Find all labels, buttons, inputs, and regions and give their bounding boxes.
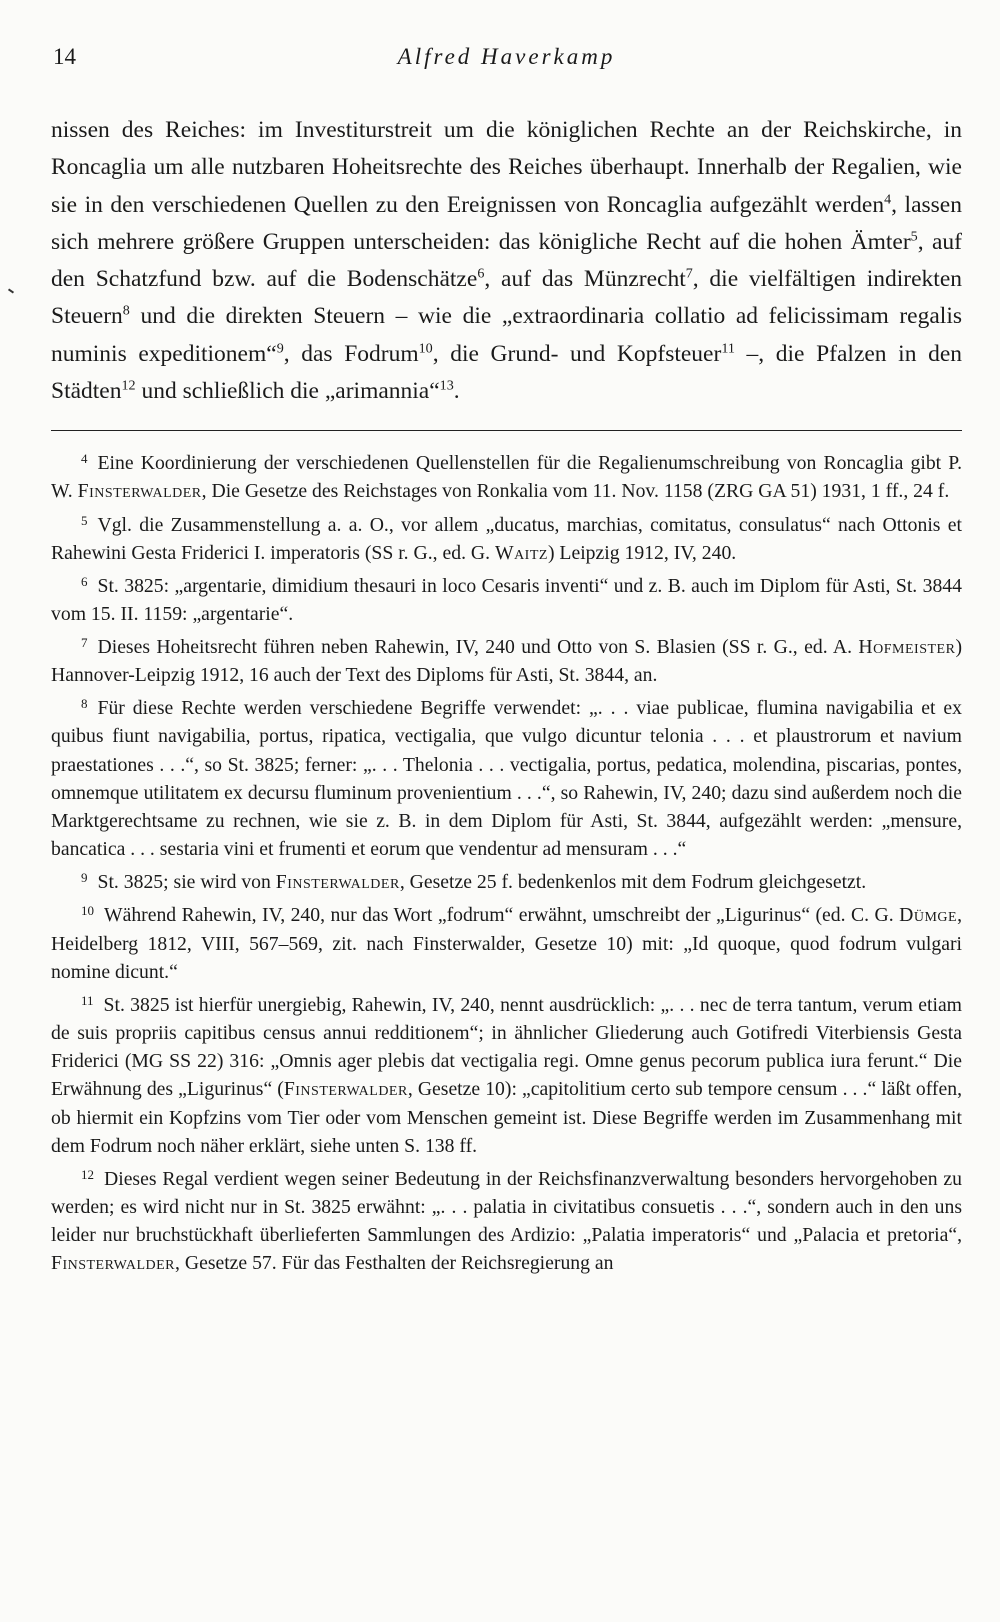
footnote-number: 8 xyxy=(81,696,88,712)
text-run: , auf das Münzrecht xyxy=(484,266,686,293)
footnote-number: 6 xyxy=(81,573,88,589)
author-name: Waitz xyxy=(494,541,548,564)
footnote-number: 10 xyxy=(81,903,94,919)
footnote-ref-6[interactable]: 6 xyxy=(477,265,485,282)
footnote-number: 12 xyxy=(81,1167,94,1182)
footnote-ref-9[interactable]: 9 xyxy=(276,340,284,357)
footnote-text: Eine Koordinierung der verschiedenen Quellenstellen für die Regalienumschreibung von Roncaglia gibt P. W. xyxy=(51,452,962,503)
text-run: nissen des Reiches: im Investiturstreit um die königlichen Rechte an der Reichskirche, in Roncaglia um alle nutzbaren Hoheitsrechte des Reiches überhaupt. Innerhalb der Regalien, wie sie in den verschiedenen Quellen zu den Ereignissen von Roncaglia aufgezählt werden xyxy=(51,117,962,218)
text-run: –, die Pfalzen in den Städten xyxy=(51,340,962,405)
footnote-text: , Gesetze 25 f. bedenkenlos mit dem Fodrum gleichgesetzt. xyxy=(399,871,867,894)
page-number: 14 xyxy=(53,44,76,69)
footnote-11 xyxy=(51,987,962,1160)
footnote-text: St. 3825; sie wird von xyxy=(97,871,276,894)
author-name: Finsterwalder xyxy=(275,871,400,894)
footnote-text: , Gesetze 10): „capitolitium certo sub tempore censum . . .“ läßt offen, ob hiermit ein Kopfzins vom Tier oder vom Menschen gemeint ist. Diese Begriffe werden im Zusammenhang mit dem Fodrum noch näher erklärt, siehe unten S. 138 ff. xyxy=(51,1078,962,1157)
footnote-text: Dieses Hoheitsrecht führen neben Rahewin, IV, 240 und Otto von S. Blasien (SS r. G., ed. A. xyxy=(97,635,859,658)
text-run: und schließlich die „arimannia“ xyxy=(135,378,440,405)
footnote-text: St. 3825 ist hierfür unergiebig, Rahewin, IV, 240, nennt ausdrücklich: „. . . nec de terra tantum, verum etiam de suis propriis capitibus census annui redditionem“; in ähnlicher Gliederung auch Gotifredi Viterbiensis Gesta Friderici (MG SS 22) 316: „Omnis ager plebis dat vectigalia regi. Omne genus pecorum publica iura ferunt.“ Die Erwähnung des „Ligurinus“ ( xyxy=(51,993,962,1101)
footnote-8 xyxy=(51,690,962,863)
text-run: , die vielfältigen indirekten Steuern xyxy=(51,266,962,330)
author-name: Hofmeister xyxy=(858,635,956,658)
text-run: , das Fodrum xyxy=(283,340,419,367)
text-run: , lassen sich mehrere größere Gruppen unterscheiden: das königliche Recht auf die hohen Ämter xyxy=(51,191,962,255)
footnote-12 xyxy=(51,1161,962,1278)
scan-speck xyxy=(8,288,14,293)
footnote-text: Vgl. die Zusammenstellung a. a. O., vor allem „ducatus, marchias, comitatus, consulatus“ nach Ottonis et Rahewini Gesta Friderici I. imperatoris (SS r. G., ed. G. xyxy=(51,513,962,564)
footnote-number: 9 xyxy=(81,870,88,886)
author-name: Finsterwalder xyxy=(51,1252,176,1275)
text-run: und die direkten Steuern – wie die „extraordinaria collatio ad felicissimam regalis numinis expeditionem“ xyxy=(51,303,962,367)
footnote-ref-10[interactable]: 10 xyxy=(418,340,433,357)
footnote-number: 5 xyxy=(81,512,88,528)
footnote-number: 11 xyxy=(81,992,94,1008)
footnote-6 xyxy=(51,568,962,628)
footnote-text: Für diese Rechte werden verschiedene Begriffe verwendet: „. . . viae publicae, flumina navigabilia et ex quibus fiunt navigabilia, portus, ripatica, vectigalia, que vulgo dicuntur telonia . . . et plaustrorum et navium praestationes . . .“, so St. 3825; ferner: „. . . Thelonia . . . vectigalia, portus, pedatica, molendina, piscarias, pontes, omnemque utilitatem ex decursu fluminum provenientium . . .“, so Rahewin, IV, 240; dazu sind außerdem noch die Marktgerechtsame zu rechnen, wie sie z. B. in dem Diplom für Asti, St. 3844, aufgezählt werden: „mensure, bancatica . . . sestaria vini et frumenti et eorum que vendentur ad mensuram . . .“ xyxy=(51,697,962,861)
footnote-separator xyxy=(51,430,962,431)
running-head xyxy=(51,40,962,76)
footnote-10 xyxy=(51,897,962,985)
footnote-text: , Gesetze 57. Für das Festhalten der Reichsregierung an xyxy=(175,1252,614,1275)
footnote-ref-7[interactable]: 7 xyxy=(685,265,693,282)
footnote-9 xyxy=(51,864,962,896)
text-run: . xyxy=(453,378,460,405)
footnote-text: ) Leipzig 1912, IV, 240. xyxy=(547,541,737,564)
footnote-text: Dieses Regal verdient wegen seiner Bedeutung in der Reichsfinanzverwaltung besonders hervorgehoben zu werden; es wird nicht nur in St. 3825 erwähnt: „. . . palatia in civitatibus consuetis . . .“, sondern auch in den uns leider nur bruchstückhaft überlieferten Sammlungen des Ardizio: „Palatia imperatoris“ und „Palacia et pretoria“, xyxy=(51,1167,962,1247)
footnote-ref-12[interactable]: 12 xyxy=(121,377,136,394)
footnote-number: 7 xyxy=(81,635,88,651)
main-text xyxy=(51,112,962,410)
footnote-number: 4 xyxy=(81,451,88,467)
footnote-text: , Heidelberg 1812, VIII, 567–569, zit. nach Finsterwalder, Gesetze 10) mit: „Id quoque, quod fodrum vulgari nomine dicunt.“ xyxy=(51,904,962,983)
paragraph xyxy=(51,112,962,410)
author-name: Finsterwalder xyxy=(283,1078,408,1101)
footnote-ref-5[interactable]: 5 xyxy=(910,228,918,245)
footnote-5 xyxy=(51,507,962,567)
footnote-text: , Die Gesetze des Reichstages von Ronkalia vom 11. Nov. 1158 (ZRG GA 51) 1931, 1 ff., 24 f. xyxy=(201,480,950,503)
footnote-ref-8[interactable]: 8 xyxy=(122,303,130,320)
footnote-4 xyxy=(51,445,962,505)
author-name: Finsterwalder xyxy=(77,480,202,503)
footnote-text: ) Hannover-Leipzig 1912, 16 auch der Text des Diploms für Asti, St. 3844, an. xyxy=(51,635,962,687)
footnote-text: Während Rahewin, IV, 240, nur das Wort „fodrum“ erwähnt, umschreibt der „Ligurinus“ (ed. C. G. xyxy=(104,904,900,927)
footnote-7 xyxy=(51,629,962,689)
author-name: Dümge xyxy=(899,904,958,927)
footnote-ref-4[interactable]: 4 xyxy=(884,191,892,208)
footnote-ref-13[interactable]: 13 xyxy=(439,377,454,394)
text-run: , die Grund- und Kopfsteuer xyxy=(432,340,722,367)
footnotes xyxy=(51,445,962,1277)
running-title: Alfred Haverkamp xyxy=(397,44,616,69)
footnote-text: St. 3825: „argentarie, dimidium thesauri in loco Cesaris inventi“ und z. B. auch im Diplom für Asti, St. 3844 vom 15. II. 1159: „argentarie“. xyxy=(51,574,962,625)
text-run: , auf den Schatzfund bzw. auf die Bodenschätze xyxy=(51,228,962,293)
footnote-ref-11[interactable]: 11 xyxy=(721,340,735,357)
